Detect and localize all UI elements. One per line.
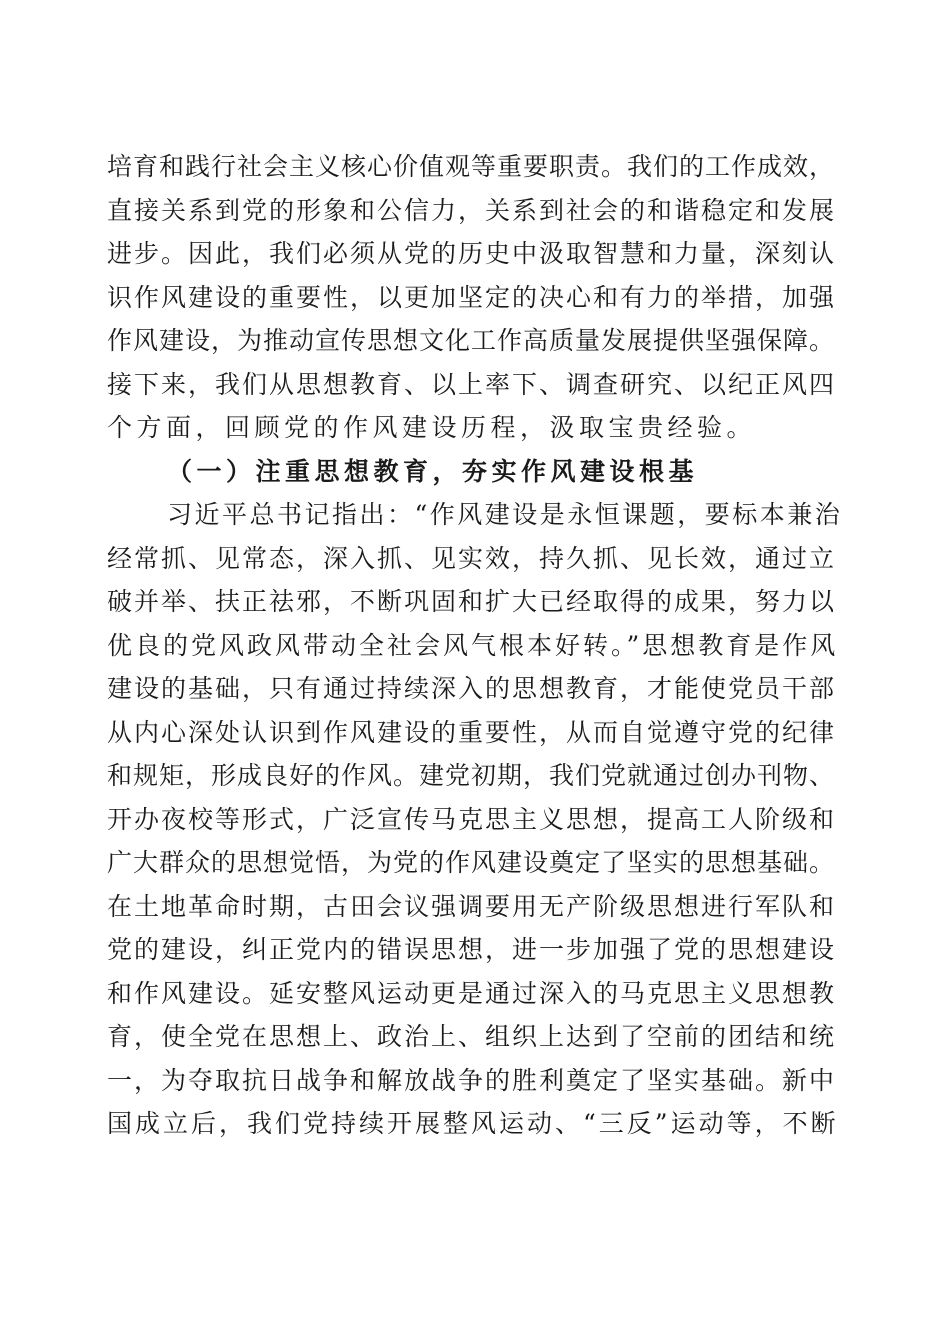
document-body [107,145,847,1146]
paragraph-line: 国成立后，我们党持续开展整风运动、“三反”运动等，不断 [107,1109,839,1138]
paragraph-line: 培育和践行社会主义核心价值观等重要职责。我们的工作成效， [107,152,836,181]
paragraph-line: 和规矩，形成良好的作风。建党初期，我们党就通过创办刊物、 [107,761,836,790]
paragraph-line: 开办夜校等形式，广泛宣传马克思主义思想，提高工人阶级和 [107,804,837,834]
paragraph-line: 育，使全党在思想上、政治上、组织上达到了空前的团结和统 [107,1022,837,1051]
paragraph-line: 广大群众的思想觉悟，为党的作风建设奠定了坚实的思想基础。 [107,848,836,877]
paragraph-line: 从内心深处认识到作风建设的重要性，从而自觉遵守党的纪律 [107,717,837,747]
paragraph-line: 和作风建设。延安整风运动更是通过深入的马克思主义思想教 [107,978,837,1008]
paragraph-line: 习近平总书记指出：“作风建设是永恒课题，要标本兼治 [167,500,843,529]
section-heading: （一）注重思想教育，夯实作风建设根基 [167,456,699,486]
paragraph-line: 优良的党风政风带动全社会风气根本好转。”思想教育是作风 [107,630,839,660]
paragraph-line: 接下来，我们从思想教育、以上率下、调查研究、以纪正风四 [107,369,837,399]
paragraph-line: 个方面，回顾党的作风建设历程，汲取宝贵经验。 [107,413,757,442]
paragraph-line: 作风建设，为推动宣传思想文化工作高质量发展提供坚强保障。 [107,326,836,355]
paragraph-line: 进步。因此，我们必须从党的历史中汲取智慧和力量，深刻认 [107,239,837,268]
paragraph-line: 经常抓、见常态，深入抓、见实效，持久抓、见长效，通过立 [107,543,837,573]
paragraph-line: 直接关系到党的形象和公信力，关系到社会的和谐稳定和发展 [107,195,837,225]
paragraph-line: 识作风建设的重要性，以更加坚定的决心和有力的举措，加强 [107,282,837,312]
paragraph-line: 破并举、扶正祛邪，不断巩固和扩大已经取得的成果，努力以 [107,587,837,616]
paragraph-line: 党的建设，纠正党内的错误思想，进一步加强了党的思想建设 [107,935,837,964]
paragraph-line: 建设的基础，只有通过持续深入的思想教育，才能使党员干部 [107,674,837,703]
paragraph-line: 在土地革命时期，古田会议强调要用无产阶级思想进行军队和 [107,891,837,921]
paragraph-line: 一，为夺取抗日战争和解放战争的胜利奠定了坚实基础。新中 [107,1065,837,1095]
